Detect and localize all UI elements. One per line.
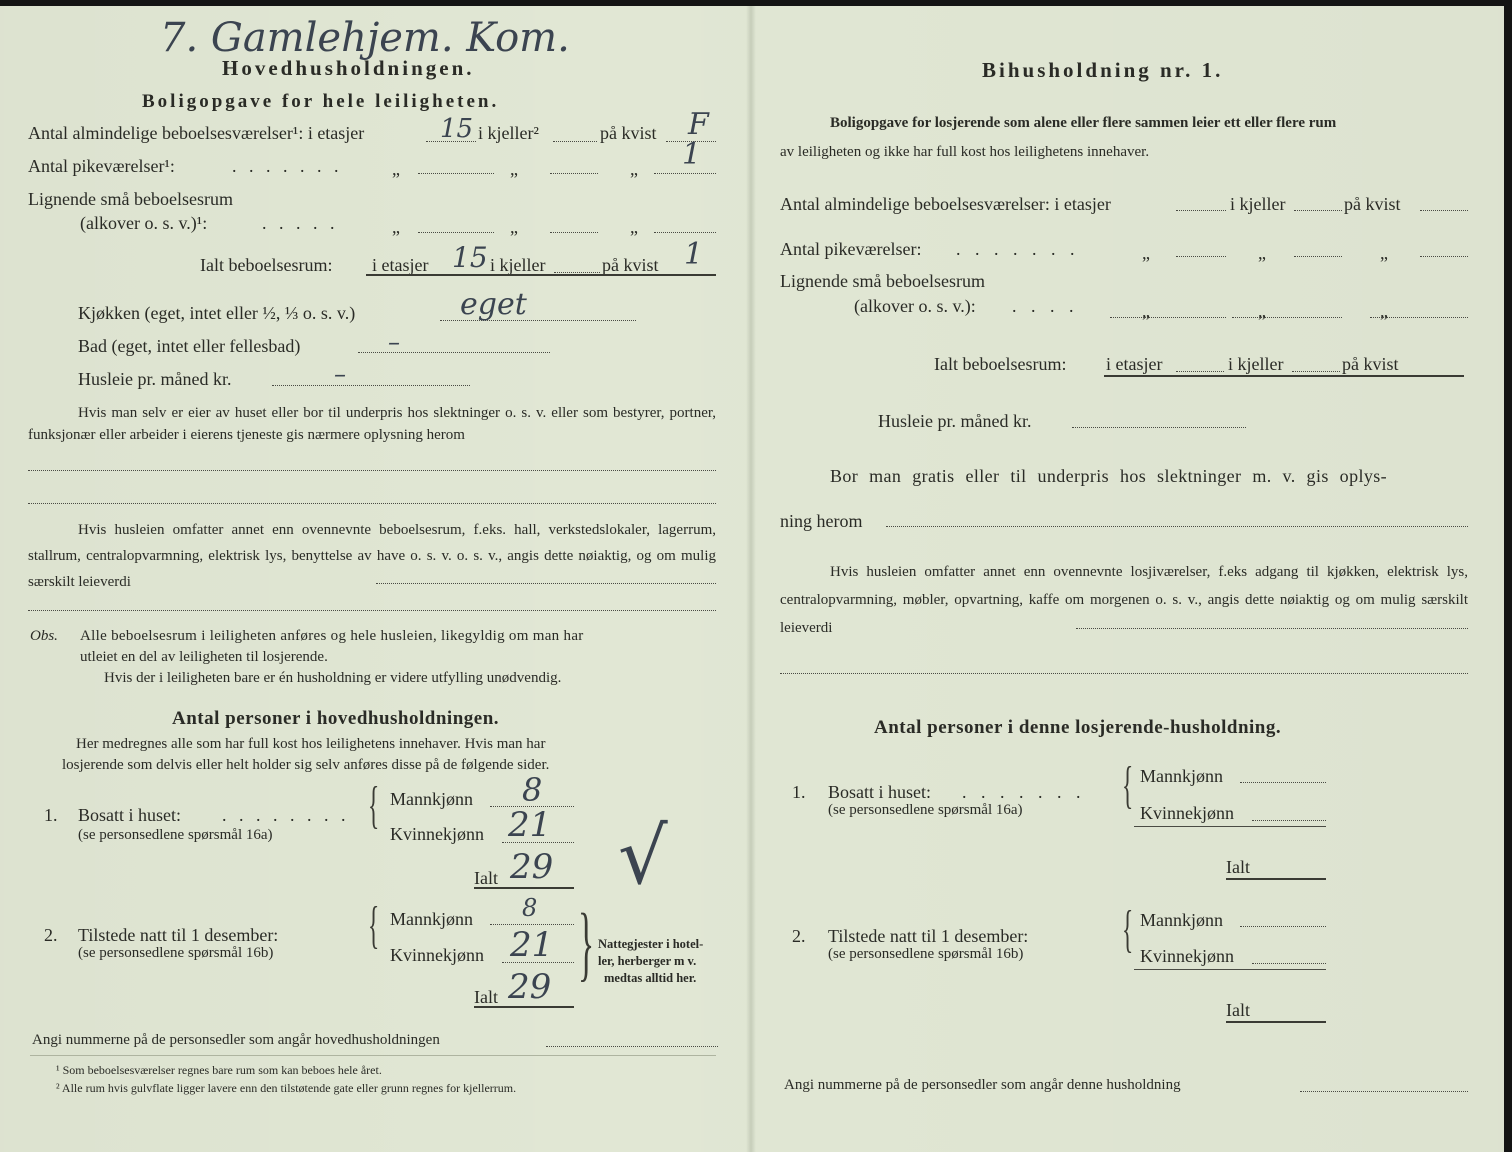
left-subtitle: Boligopgave for hele leiligheten. (142, 91, 500, 112)
obs-line3: Hvis der i leiligheten bare er én husholdning er videre utfylling unødvendig. (104, 670, 562, 686)
right-ialt-underline[interactable] (1104, 375, 1464, 377)
left-husleie-text: Hvis husleien omfatter annet enn ovennevnte beboelsesrum, f.eks. hall, verkstedslokaler, lagerrum, stallrum, centralopvarmning, elektrisk lys, benyttelse av have o. s. v. o. s. v., angis dette nøiaktig, og om mulig særskilt leieverdi (28, 522, 716, 590)
left-row2-dots: . . . . . . . (232, 156, 343, 176)
right-item1-kvinne-field[interactable] (1252, 820, 1326, 821)
right-item2-mann: Mannkjønn (1140, 910, 1223, 930)
right-item1-ialt: Ialt (1226, 857, 1250, 877)
left-bad-value: – (388, 328, 400, 356)
left-item1-label: Bosatt i huset: (78, 805, 181, 825)
right-row3-label2: (alkover o. s. v.): (854, 296, 976, 316)
right-angi-field[interactable] (1300, 1091, 1468, 1092)
left-husleie-value: – (334, 360, 346, 388)
obs-line1: Alle beboelsesrum i leiligheten anføres og hele husleien, likegyldig om man har (80, 628, 584, 644)
right-row2-dots: . . . . . . . (956, 239, 1080, 259)
right-item1-dots: . . . . . . . (962, 782, 1086, 802)
right-row2-label: Antal pikeværelser: (780, 239, 922, 259)
nattegjester-line3: medtas alltid her. (604, 971, 697, 985)
right-item2-label: Tilstede natt til 1 desember: (828, 926, 1029, 946)
left-item2-brace: { (368, 897, 380, 954)
right-row2-quote1: „ (1142, 243, 1150, 263)
left-item1-kvinne-value: 21 (508, 805, 552, 845)
right-row3-quote1: „ (1142, 301, 1150, 321)
left-eier-field-2[interactable] (28, 503, 716, 504)
right-item2-kvinne-field[interactable] (1252, 963, 1326, 964)
left-row3-quote3: „ (630, 217, 638, 237)
right-ialt-kvist-label: på kvist (1342, 354, 1399, 374)
right-leieverdi-field-2[interactable] (780, 673, 1468, 674)
left-ialt-underline (366, 274, 716, 276)
right-husleie-field[interactable] (1072, 427, 1246, 428)
right-row1-etasjer-field[interactable] (1176, 210, 1226, 211)
right-angi: Angi nummerne på de personsedler som angår denne husholdning (784, 1077, 1181, 1093)
right-intro1 (830, 116, 1336, 131)
checkmark: √ (618, 812, 668, 902)
left-kjokken-value: eget (460, 287, 527, 322)
left-husleie-label: Husleie pr. måned kr. (78, 369, 232, 389)
right-ialt-kjeller-field[interactable] (1292, 371, 1340, 372)
left-item1-kvinne: Kvinnekjønn (390, 824, 484, 844)
right-ialt-label: Ialt beboelsesrum: (934, 354, 1067, 374)
left-row1-etasjer-value: 15 (440, 114, 474, 144)
right-item2-mann-field[interactable] (1240, 926, 1326, 927)
right-row3-quote2: „ (1258, 301, 1266, 321)
left-footnote-rule (30, 1055, 716, 1056)
left-row3-quote1: „ (392, 217, 400, 237)
left-row2-kvist-value: 1 (682, 137, 702, 172)
left-item2-sub: (se personsedlene spørsmål 16b) (78, 945, 274, 961)
right-item1-brace: { (1122, 757, 1134, 814)
right-item1-sub: (se personsedlene spørsmål 16a) (828, 802, 1023, 818)
left-eier-field-1[interactable] (28, 470, 716, 471)
left-row3-kvist-field[interactable] (654, 232, 716, 233)
nattegjester-line1: Nattegjester i hotel- (598, 937, 704, 951)
left-row1-kvist-value: F (688, 107, 709, 142)
right-gratis-field[interactable] (886, 526, 1468, 527)
left-row2-kjeller-field[interactable] (550, 173, 598, 174)
left-row3-dots: . . . . . (262, 213, 339, 233)
left-kjokken-label: Kjøkken (eget, intet eller ½, ⅓ o. s. v.) (78, 303, 356, 323)
left-ialt-etasjer-label: i etasjer (372, 255, 429, 275)
right-row1-kvist-label: på kvist (1344, 194, 1401, 214)
right-item1-kvinne: Kvinnekjønn (1140, 803, 1234, 823)
right-row1-kjeller-field[interactable] (1294, 210, 1342, 211)
left-row2-quote1: „ (392, 159, 400, 179)
left-item1-dots: . . . . . . . . (222, 805, 350, 825)
left-item2-right-brace: } (578, 897, 595, 990)
right-ialt-etasjer-label: i etasjer (1106, 354, 1163, 374)
right-row2-quote2: „ (1258, 243, 1266, 263)
left-item1-sub: (se personsedlene spørsmål 16a) (78, 827, 273, 843)
left-item1-ialt: Ialt (474, 868, 498, 888)
left-eier-text: Hvis man selv er eier av huset eller bor til underpris hos slektninger o. s. v. eller som bestyrer, portner, funksjonær eller arbeider i eierens tjeneste gis nærmere oplysning herom (28, 405, 716, 443)
left-row2-etasjer-field[interactable] (418, 173, 494, 174)
left-item1-brace: { (368, 777, 380, 834)
right-row3-dots: . . . . (1012, 296, 1079, 316)
left-ialt-kjeller-field[interactable] (554, 272, 600, 273)
left-item2-mann: Mannkjønn (390, 909, 473, 929)
left-row1-kjeller-field[interactable] (553, 141, 597, 142)
left-item2-ialt-underline[interactable] (474, 1006, 574, 1008)
right-title: Bihusholdning nr. 1. (982, 58, 1224, 82)
right-row1-kjeller-label: i kjeller (1230, 194, 1286, 214)
right-husleie-label: Husleie pr. måned kr. (878, 411, 1032, 431)
left-item2-label: Tilstede natt til 1 desember: (78, 925, 279, 945)
left-row1-kjeller-label: i kjeller² (478, 123, 539, 143)
right-row2-kvist-field[interactable] (1420, 256, 1468, 257)
right-gratis-line2: ning herom (780, 511, 863, 531)
left-row3-quote2: „ (510, 217, 518, 237)
obs-label: Obs. (30, 628, 58, 644)
left-ialt-label: Ialt beboelsesrum: (200, 255, 333, 275)
right-item2-ialt-underline[interactable] (1226, 1021, 1326, 1023)
right-gratis-line1: Bor man gratis eller til underpris hos slektninger m. v. gis oplys- (830, 466, 1388, 486)
left-row2-quote3: „ (630, 159, 638, 179)
right-row3-etasjer-field[interactable] (1110, 317, 1226, 318)
left-item1-ialt-underline[interactable] (474, 887, 574, 889)
right-intro1-text: Boligopgave for losjerende som alene eller flere sammen leier ett eller flere rum (830, 115, 1337, 131)
left-item2-num: 2. (44, 925, 58, 945)
right-item1-mann: Mannkjønn (1140, 766, 1223, 786)
right-row2-etasjer-field[interactable] (1176, 256, 1226, 257)
left-persons-note1: Her medregnes alle som har full kost hos leilighetens innehaver. Hvis man har (76, 736, 546, 752)
right-husleie-text: Hvis husleien omfatter annet enn ovennevnte losjiværelser, f.eks adgang til kjøkken, elektrisk lys, centralopvarmning, møbler, opvartning, kaffe om morgenen o. s. v., angis dette nøiaktig og om mulig særskilt leieverdi (780, 564, 1468, 636)
left-row1-label: Antal almindelige beboelsesværelser¹: i etasjer (28, 123, 365, 143)
right-item2-ialt: Ialt (1226, 1000, 1250, 1020)
left-husleie-field[interactable] (272, 385, 470, 386)
left-ialt-kvist-label: på kvist (602, 255, 659, 275)
left-item1-num: 1. (44, 805, 58, 825)
handwritten-header: 7. Gamlehjem. Kom. (160, 15, 570, 61)
right-persons-title: Antal personer i denne losjerende-husholdning. (874, 717, 1282, 738)
right-row2-kjeller-field[interactable] (1294, 256, 1342, 257)
right-item2-brace: { (1122, 901, 1134, 958)
page-fold (746, 6, 756, 1152)
right-item1-rule (1134, 826, 1326, 827)
left-leieverdi-field-2[interactable] (28, 610, 716, 611)
left-item2-ialt-value: 29 (508, 967, 552, 1007)
left-ialt-kvist-value: 1 (684, 237, 704, 272)
left-item2-mann-value: 8 (522, 894, 538, 922)
left-item2-kvinne-value: 21 (510, 925, 554, 965)
left-title: Hovedhusholdningen. (222, 56, 475, 80)
right-leieverdi-field[interactable] (1076, 628, 1468, 629)
right-item1-num: 1. (792, 782, 806, 802)
right-item1-ialt-underline[interactable] (1226, 878, 1326, 880)
right-item2-num: 2. (792, 926, 806, 946)
left-item1-mann-value: 8 (522, 771, 543, 809)
left-angi-field[interactable] (546, 1046, 718, 1047)
left-item1-ialt-value: 29 (510, 847, 554, 887)
obs-line2: utleiet en del av leiligheten til losjerende. (80, 649, 328, 665)
left-item1-mann: Mannkjønn (390, 789, 473, 809)
left-bad-field[interactable] (358, 352, 550, 353)
left-angi: Angi nummerne på de personsedler som angår hovedhusholdningen (32, 1032, 440, 1048)
right-intro2: av leiligheten og ikke har full kost hos leilighetens innehaver. (780, 144, 1150, 160)
left-ialt-kjeller-label: i kjeller (490, 255, 546, 275)
left-ialt-etasjer-value: 15 (452, 241, 488, 274)
left-row2-label: Antal pikeværelser¹: (28, 156, 175, 176)
left-row3-label1: Lignende små beboelsesrum (28, 189, 233, 209)
right-item2-sub: (se personsedlene spørsmål 16b) (828, 946, 1024, 962)
left-row3-label2: (alkover o. s. v.)¹: (80, 213, 208, 233)
right-row2-quote3: „ (1380, 243, 1388, 263)
right-item2-rule (1134, 969, 1326, 970)
left-row2-quote2: „ (510, 159, 518, 179)
right-row1-label: Antal almindelige beboelsesværelser: i etasjer (780, 194, 1111, 214)
left-leieverdi-field[interactable] (376, 583, 716, 584)
left-row1-kvist-label: på kvist (600, 123, 657, 143)
left-item2-ialt: Ialt (474, 987, 498, 1007)
nattegjester-line2: ler, herberger m v. (598, 954, 697, 968)
footnote-2: ² Alle rum hvis gulvflate ligger lavere enn den tilstøtende gate eller grunn regnes for kjellerrum. (56, 1081, 517, 1095)
left-persons-title: Antal personer i hovedhusholdningen. (172, 708, 500, 729)
right-row3-kjeller-field[interactable] (1232, 317, 1342, 318)
left-row2-kvist-field[interactable] (654, 173, 716, 174)
left-row3-etasjer-field[interactable] (418, 232, 494, 233)
footnote-1: ¹ Som beboelsesværelser regnes bare rum som kan beboes hele året. (56, 1063, 382, 1077)
right-item1-mann-field[interactable] (1240, 782, 1326, 783)
left-item2-kvinne: Kvinnekjønn (390, 945, 484, 965)
right-ialt-etasjer-field[interactable] (1176, 371, 1224, 372)
right-item2-kvinne: Kvinnekjønn (1140, 946, 1234, 966)
right-item1-label: Bosatt i huset: (828, 782, 931, 802)
left-bad-label: Bad (eget, intet eller fellesbad) (78, 336, 301, 356)
left-persons-note2: losjerende som delvis eller helt holder sig selv anføres disse på de følgende sider. (62, 757, 550, 773)
right-row3-label1: Lignende små beboelsesrum (780, 271, 985, 291)
right-row3-kvist-field[interactable] (1370, 317, 1468, 318)
right-row3-quote3: „ (1380, 301, 1388, 321)
right-ialt-kjeller-label: i kjeller (1228, 354, 1284, 374)
left-row3-kjeller-field[interactable] (550, 232, 598, 233)
right-row1-kvist-field[interactable] (1420, 210, 1468, 211)
